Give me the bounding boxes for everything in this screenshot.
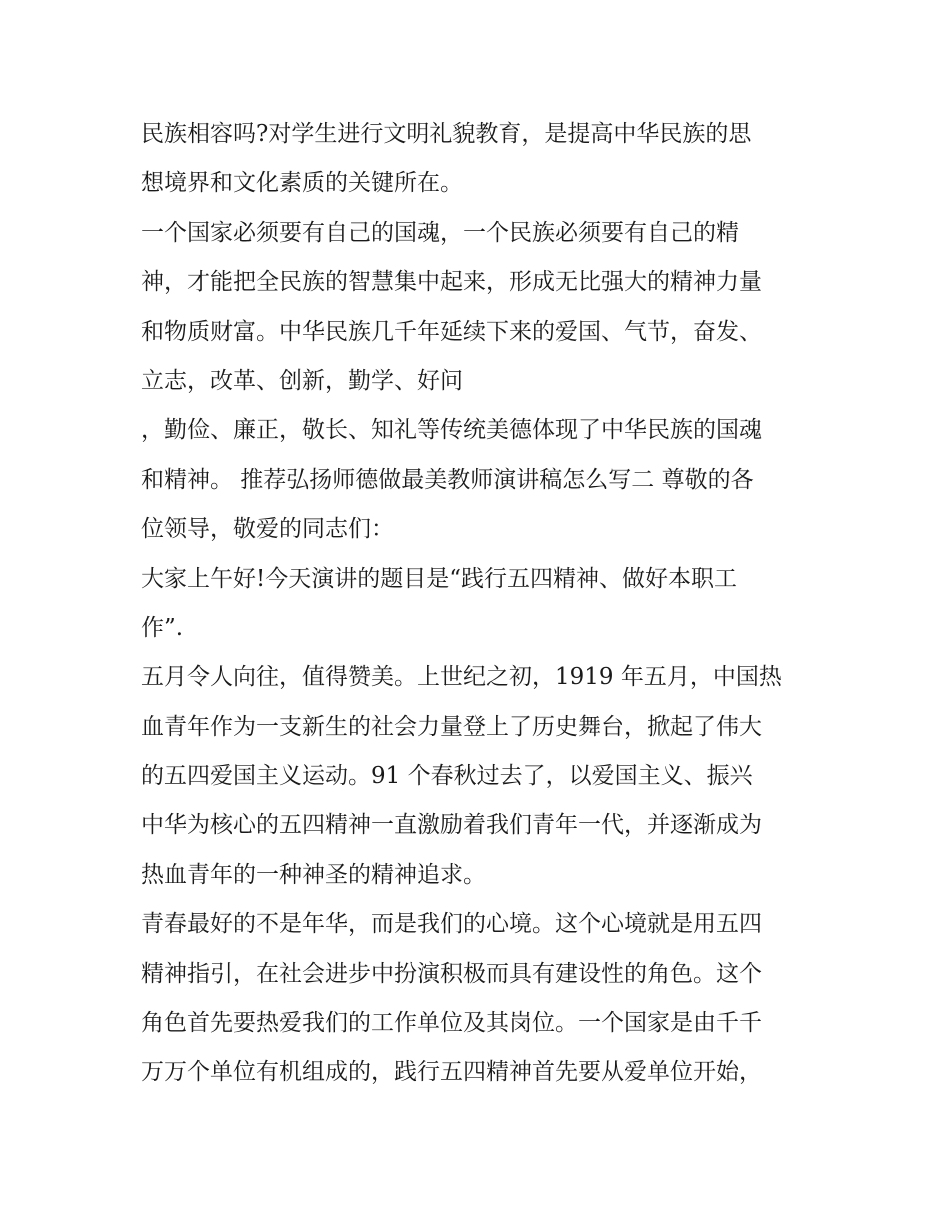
- text-line: 想境界和文化素质的关键所在。: [141, 170, 463, 197]
- text-line: 神，才能把全民族的智慧集中起来，形成无比强大的精神力量: [141, 269, 762, 296]
- document-body: [141, 110, 821, 1098]
- text-line: 和物质财富。中华民族几千年延续下来的爱国、气节，奋发、: [141, 318, 762, 345]
- text-line: 和精神。 推荐弘扬师德做最美教师演讲稿怎么写二 尊敬的各: [141, 466, 754, 493]
- text-line: 万万个单位有机组成的，践行五四精神首先要从爱单位开始，: [141, 1059, 762, 1086]
- text-line: ，勤俭、廉正，敬长、知礼等传统美德体现了中华民族的国魂: [141, 417, 762, 444]
- text-line: 作”.: [141, 614, 184, 641]
- text-line: 精神指引，在社会进步中扮演积极而具有建设性的角色。这个: [141, 960, 762, 987]
- text-line: 一个国家必须要有自己的国魂，一个民族必须要有自己的精: [141, 219, 739, 246]
- text-line: 青春最好的不是年华，而是我们的心境。这个心境就是用五四: [141, 911, 762, 938]
- text-line: 民族相容吗?对学生进行文明礼貌教育，是提高中华民族的思: [141, 121, 752, 147]
- text-line: 热血青年的一种神圣的精神追求。: [141, 861, 486, 888]
- text-line: 五月令人向往，值得赞美。上世纪之初，1919 年五月，中国热: [141, 664, 782, 691]
- text-line: 的五四爱国主义运动。91 个春秋过去了，以爱国主义、振兴: [141, 763, 753, 790]
- text-line: 中华为核心的五四精神一直激励着我们青年一代，并逐渐成为: [141, 812, 762, 839]
- text-line: 血青年作为一支新生的社会力量登上了历史舞台，掀起了伟大: [141, 713, 762, 740]
- text-line: 位领导，敬爱的同志们：: [141, 516, 394, 543]
- text-line: 大家上午好!今天演讲的题目是“践行五四精神、做好本职工: [141, 565, 738, 592]
- text-line: 角色首先要热爱我们的工作单位及其岗位。一个国家是由千千: [141, 1010, 762, 1037]
- text-line: 立志，改革、创新，勤学、好问: [141, 367, 463, 394]
